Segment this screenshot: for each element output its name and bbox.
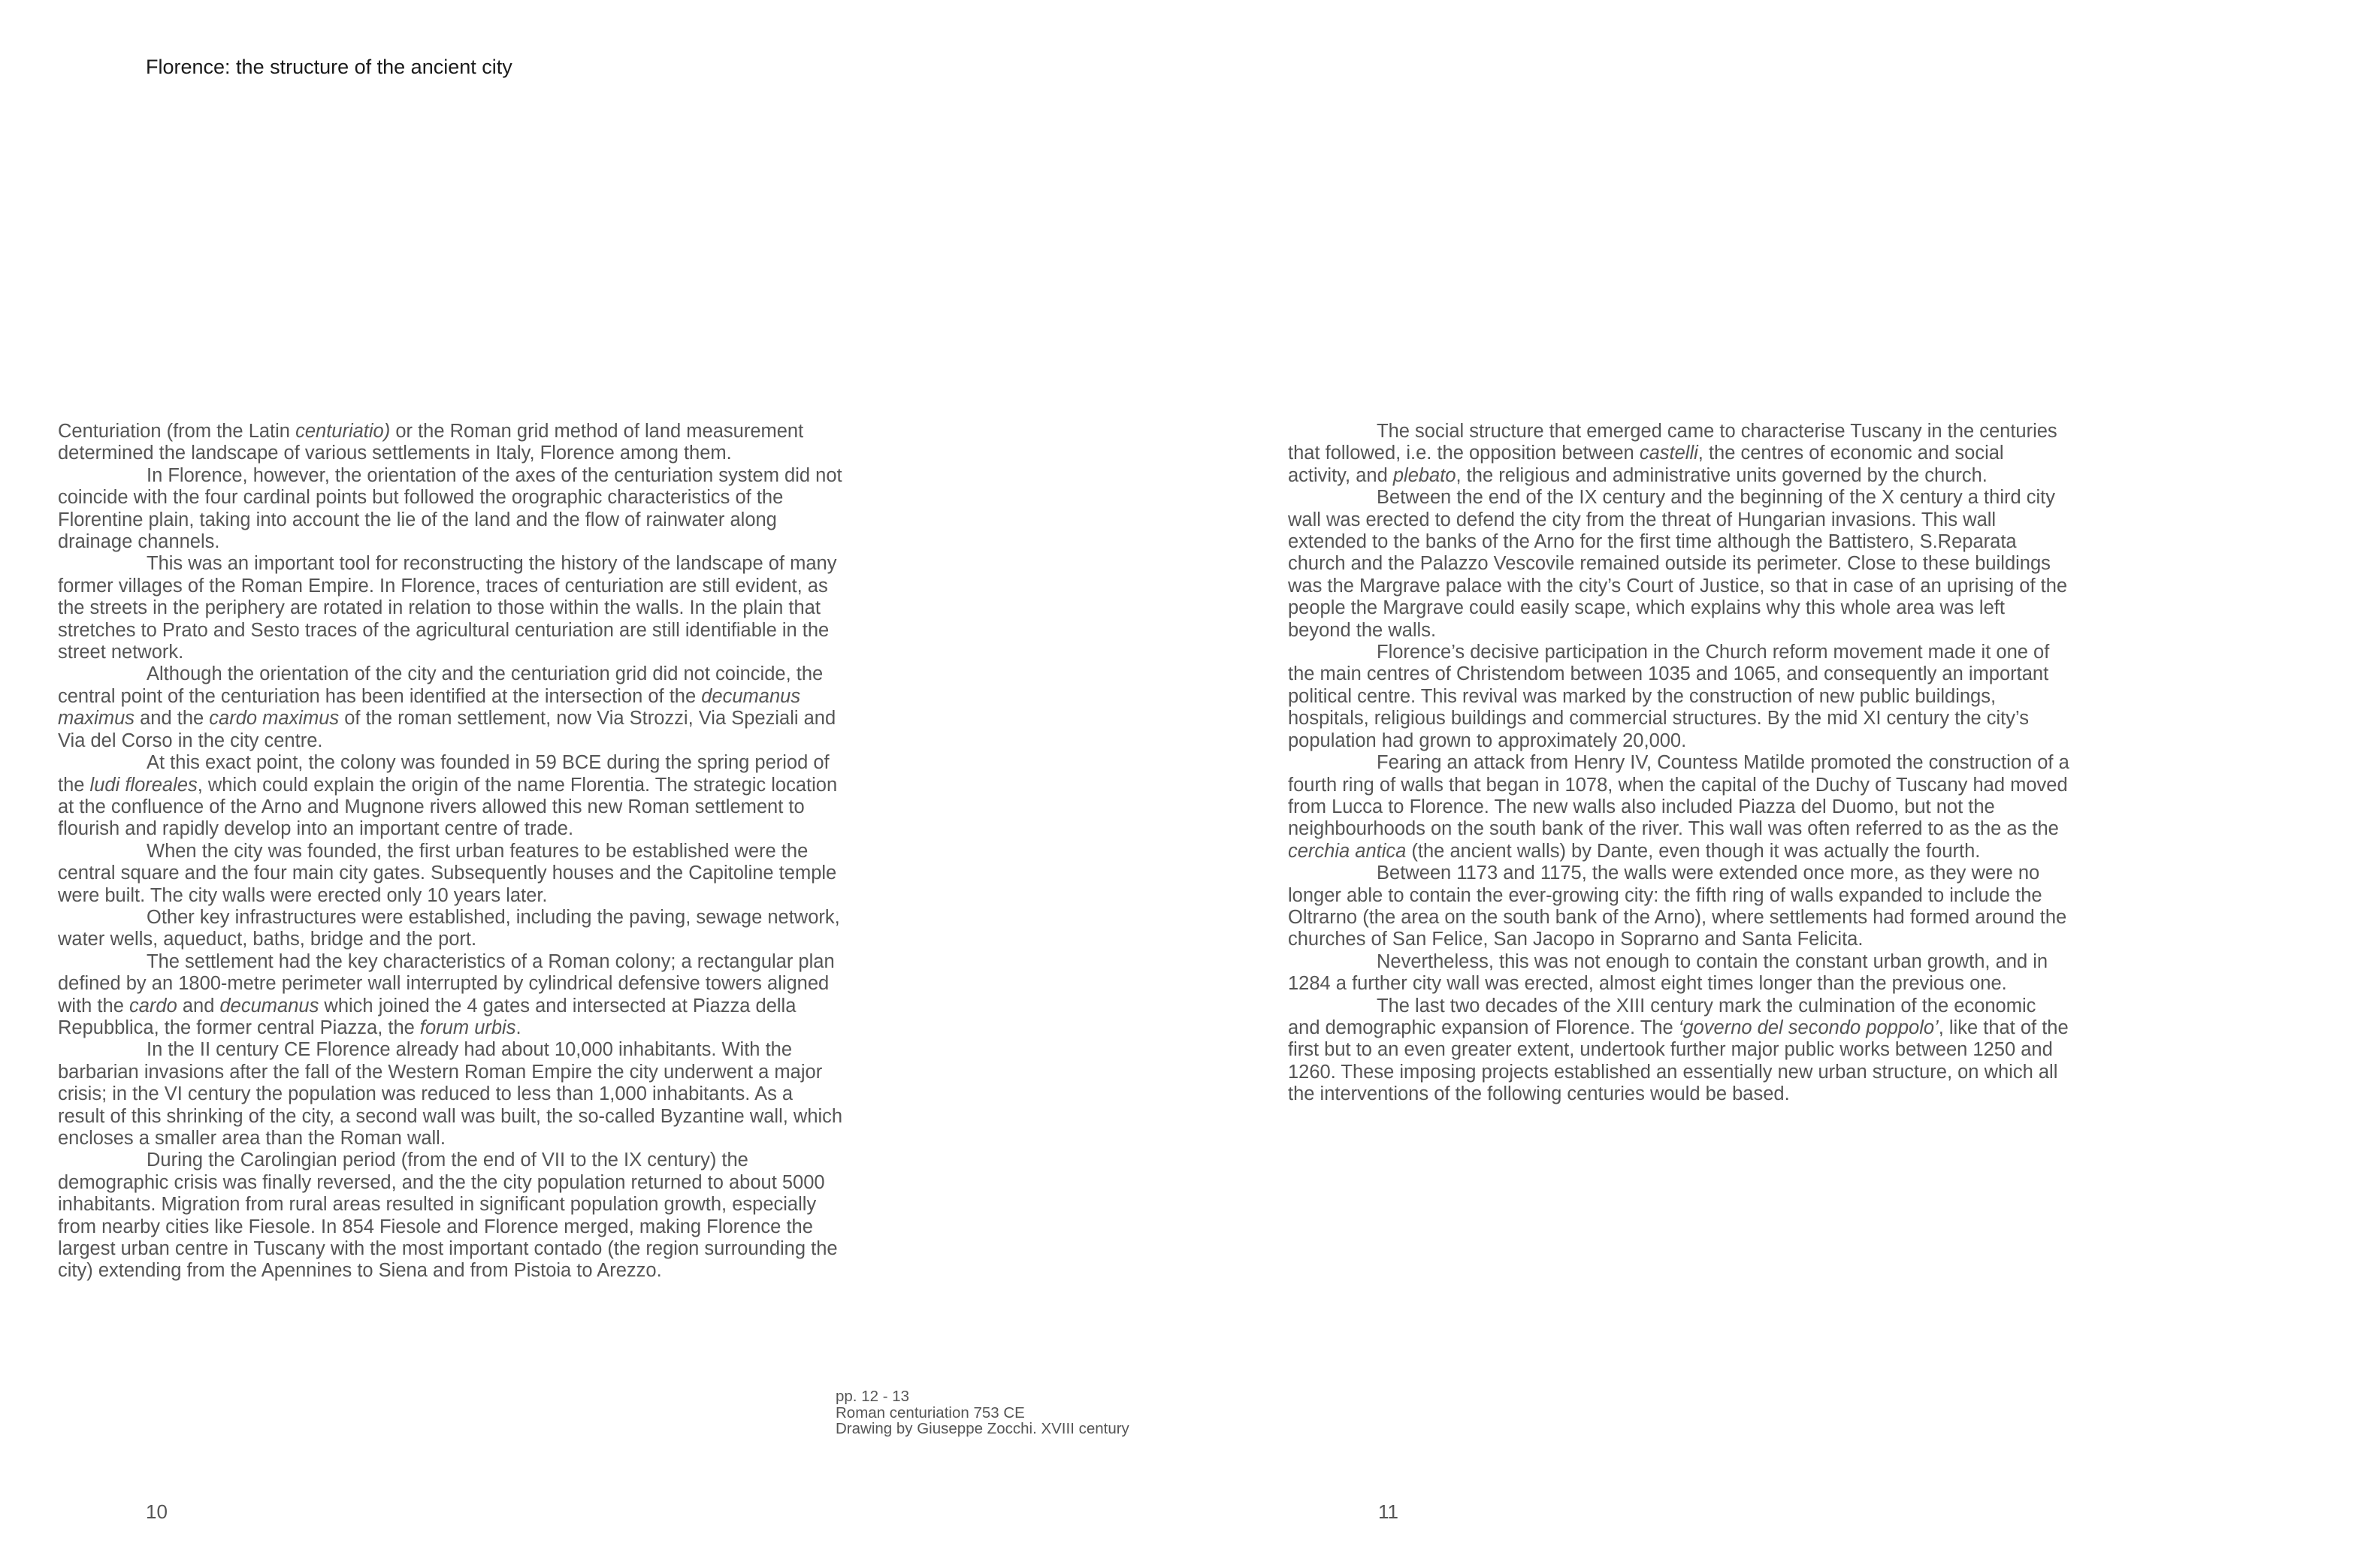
- paragraph: In the II century CE Florence already had about 10,000 inhabitants. With the barbarian invasions after the fall of the Western Roman Empire the city underwent a major crisis; in the VI century the population was reduced to less than 1,000 inhabitants. As a result of this shrinking of the city, a second wall was built, the so-called Byzantine wall, which encloses a smaller area than the Roman wall.: [58, 1039, 843, 1149]
- text-run: , which could explain the origin of the name Florentia. The strategic location at the confluence of the Arno and Mugnone rivers allowed this new Roman settlement to flourish and rapidly develop into an important centre of trade.: [58, 774, 838, 840]
- text-run: , like that of the first but to an even greater extent, undertook further major public works between 1250 and 1260. These imposing projects established an essentially new urban structure, on which all the interventions of the following centuries would be based.: [1288, 1017, 2069, 1105]
- paragraph: [1288, 752, 2069, 863]
- paragraph: [58, 951, 844, 1040]
- paragraph: In Florence, however, the orientation of the axes of the centuriation system did not coincide with the four cardinal points but followed the orographic characteristics of the Florentine plain, taking into account the lie of the land and the flow of rainwater along drainage channels.: [58, 464, 842, 553]
- text-run: , the religious and administrative units governed by the church.: [1456, 464, 1988, 486]
- caption-title: Roman centuriation 753 CE: [836, 1403, 1025, 1421]
- page-number-left: 10: [146, 1500, 168, 1523]
- paragraph: [58, 752, 844, 841]
- italic-term: centuriatio): [295, 421, 391, 442]
- paragraph: This was an important tool for reconstructing the history of the landscape of many former villages of the Roman Empire. In Florence, traces of centuriation are still evident, as the streets in the periphery are rotated in relation to those within the walls. In the plain that stretches to Prato and Sesto traces of the agricultural centuriation are still identifiable in the street network.: [58, 553, 837, 663]
- caption-credit: Drawing by Giuseppe Zocchi. XVIII century: [836, 1420, 1129, 1437]
- left-text-column: [58, 421, 844, 1282]
- running-title: Florence: the structure of the ancient city: [146, 56, 512, 78]
- paragraph: [58, 663, 844, 752]
- italic-term: forum urbis: [419, 1017, 516, 1038]
- figure-caption: [836, 1388, 1136, 1437]
- text-run: The last two decades of the XIII century mark the culmination of the economic and demographic expansion of Florence. The: [1288, 995, 2036, 1038]
- text-run: .: [515, 1017, 521, 1038]
- italic-term: castelli: [1639, 443, 1698, 464]
- paragraph: [1288, 421, 2069, 487]
- paragraph: [58, 421, 844, 465]
- paragraph: Between the end of the IX century and the beginning of the X century a third city wall was erected to defend the city from the threat of Hungarian invasions. This wall extended to the banks of the Arno for the first time although the Battistero, S.Reparata church and the Palazzo Vescovile remained outside its perimeter. Close to these buildings was the Margrave palace with the city’s Court of Justice, so that in case of an uprising of the people the Margrave could easily scape, which explains why this whole area was left beyond the walls.: [1288, 487, 2068, 641]
- italic-term: plebato: [1392, 464, 1456, 486]
- paragraph: During the Carolingian period (from the end of VII to the IX century) the demographic crisis was finally reversed, and the the city population returned to about 5000 inhabitants. Migration from rural areas resulted in significant population growth, especially from nearby cities like Fiesole. In 854 Fiesole and Florence merged, making Florence the largest urban centre in Tuscany with the most important contado (the region surrounding the city) extending from the Apennines to Siena and from Pistoia to Arezzo.: [58, 1150, 838, 1282]
- text-run: The social structure that emerged came to characterise Tuscany in the centuries that followed, i.e. the opposition between: [1288, 421, 2057, 464]
- italic-term: decumanus maximus: [58, 685, 801, 730]
- caption-page-ref: pp. 12 - 13: [836, 1388, 910, 1405]
- text-run: The settlement had the key characteristics of a Roman colony; a rectangular plan defined by an 1800-metre perimeter wall interrupted by cylindrical defensive towers aligned with the: [58, 950, 835, 1017]
- text-run: At this exact point, the colony was founded in 59 BCE during the spring period of the: [58, 752, 830, 796]
- text-run: Fearing an attack from Henry IV, Countess Matilde promoted the construction of a fourth ring of walls that began in 1078, when the capital of the Duchy of Tuscany had moved from Lucca to Florence. The new walls also included Piazza del Duomo, but not the neighbourhoods on the south bank of the river. This wall was often referred to as the as the: [1288, 752, 2069, 840]
- italic-term: cardo maximus: [209, 708, 340, 730]
- paragraph: [1288, 995, 2069, 1106]
- text-run: or the Roman grid method of land measurement determined the landscape of various settlements in Italy, Florence among them.: [58, 421, 804, 464]
- text-run: (the ancient walls) by Dante, even though it was actually the fourth.: [1406, 840, 1981, 862]
- text-run: which joined the 4 gates and intersected at Piazza della Repubblica, the former central Piazza, the: [58, 995, 797, 1038]
- text-run: of the roman settlement, now Via Strozzi, Via Speziali and Via del Corso in the city centre.: [58, 708, 836, 751]
- paragraph: Nevertheless, this was not enough to contain the constant urban growth, and in 1284 a further city wall was erected, almost eight times longer than the previous one.: [1288, 950, 2048, 995]
- text-run: and the: [135, 708, 210, 730]
- text-run: and: [177, 995, 220, 1017]
- paragraph: Florence’s decisive participation in the Church reform movement made it one of the main centres of Christendom between 1035 and 1065, and consequently an important political centre. This revival was marked by the construction of new public buildings, hospitals, religious buildings and commercial structures. By the mid XI century the city’s population had grown to approximately 20,000.: [1288, 642, 2050, 751]
- italic-term: ‘governo del secondo poppolo’: [1678, 1017, 1939, 1038]
- page-number-right: 11: [1378, 1500, 1398, 1523]
- text-run: Although the orientation of the city and the centuriation grid did not coincide, the central point of the centuriation has been identified at the intersection of the: [58, 663, 824, 707]
- paragraph: Other key infrastructures were established, including the paving, sewage network, water wells, aqueduct, baths, bridge and the port.: [58, 906, 840, 950]
- italic-term: cerchia antica: [1288, 840, 1407, 862]
- text-run: Centuriation (from the Latin: [58, 421, 296, 442]
- italic-term: decumanus: [219, 995, 319, 1017]
- italic-term: ludi floreales: [89, 774, 198, 796]
- italic-term: cardo: [128, 995, 177, 1017]
- paragraph: When the city was founded, the first urban features to be established were the central square and the four main city gates. Subsequently houses and the Capitoline temple were built. The city walls were erected only 10 years later.: [58, 840, 837, 906]
- right-text-column: [1288, 421, 2069, 1106]
- text-run: , the centres of economic and social activity, and: [1288, 443, 2004, 486]
- paragraph: Between 1173 and 1175, the walls were extended once more, as they were no longer able to contain the ever-growing city: the fifth ring of walls expanded to include the Oltrarno (the area on the south bank of the Arno), where settlements had formed around the churches of San Felice, San Jacopo in Soprarno and Santa Felicita.: [1288, 863, 2067, 950]
